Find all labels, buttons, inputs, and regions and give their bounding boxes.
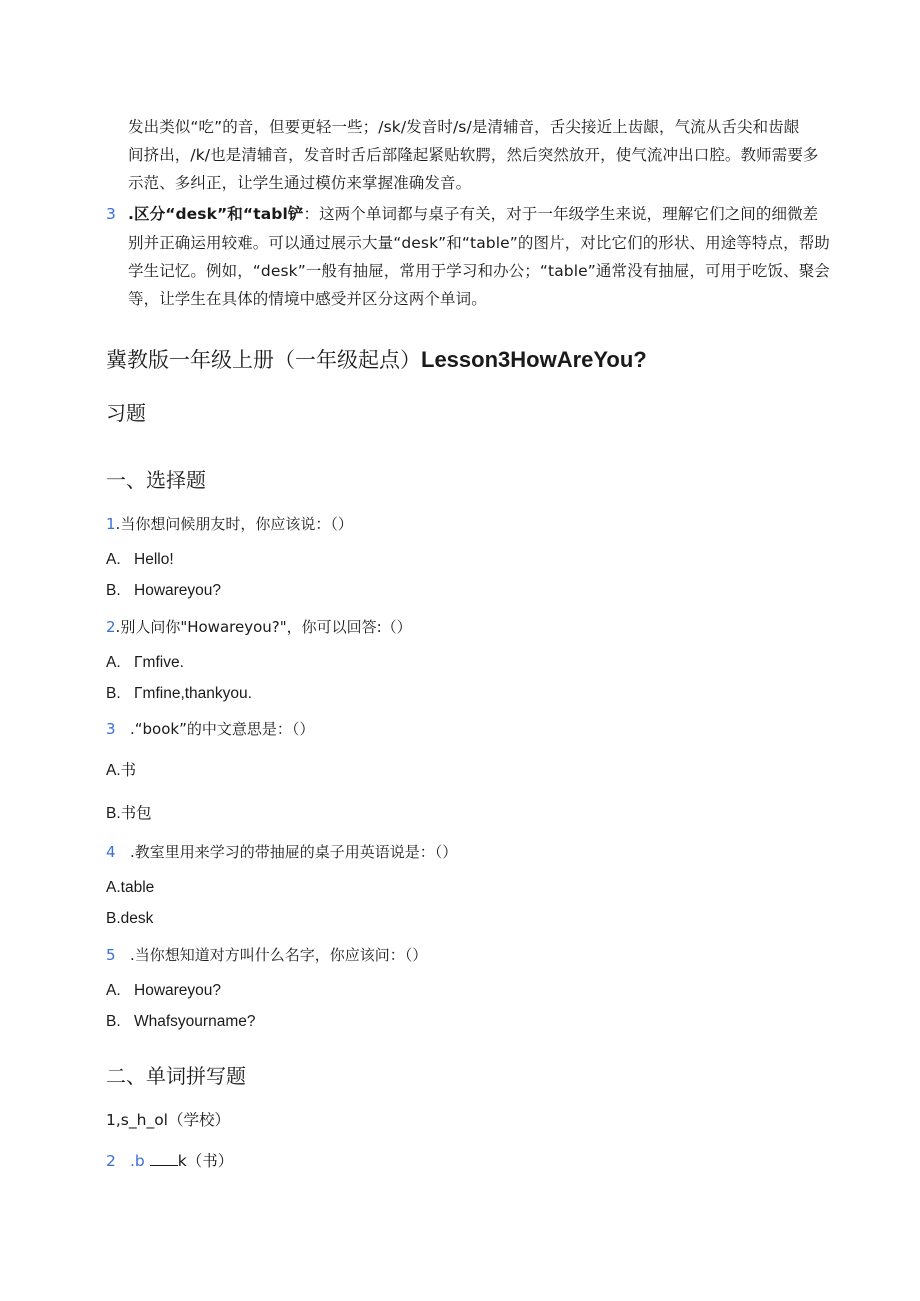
question-4-option-a: A.table (106, 879, 155, 896)
page-title (106, 345, 647, 375)
intro-line-3: 示范、多纠正，让学生通过模仿来掌握准确发音。 (128, 174, 472, 192)
section1-heading: 一、选择题 (106, 468, 206, 492)
intro-line-2: 间挤出，/k/也是清辅音，发音时舌后部隆起紧贴软腭，然后突然放开，使气流冲出口腔。教师需要多 (128, 146, 819, 164)
question-1 (106, 514, 353, 534)
question-1-option-b: B. Howareyou? (106, 582, 222, 599)
question-4-text: .教室里用来学习的带抽屉的桌子用英语说是：（） (130, 843, 458, 861)
question-4-option-b: B.desk (106, 910, 154, 927)
page-title-en: Lesson3HowAreYou? (421, 347, 647, 372)
point3-line1-rest: ：这两个单词都与桌子有关，对于一年级学生来说，理解它们之间的细微差 (303, 205, 819, 223)
question-1-option-a: A. Hello! (106, 551, 174, 568)
question-2-text: .别人问你"Howareyou?"，你可以回答:（） (115, 618, 412, 636)
spelling-item-1: 1,s_h_ol（学校） (106, 1111, 230, 1129)
question-4 (106, 842, 457, 862)
point3-heading: .区分“desk”和“tabl铲 (128, 205, 304, 223)
point3-line-1 (128, 204, 818, 224)
question-2-option-b: B. Γmfine,thankyou. (106, 685, 252, 702)
question-5 (106, 945, 427, 965)
page-title-cn: 冀教版一年级上册（一年级起点） (106, 348, 421, 372)
spelling-item-2-prefix: .b (130, 1152, 145, 1170)
page-subtitle: 习题 (106, 401, 146, 425)
question-5-option-a: A. Howareyou? (106, 982, 222, 999)
point3-line-3: 学生记忆。例如，“desk”一般有抽屉，常用于学习和办公；“table”通常没有抽屉，可用于吃饭、聚会 (128, 262, 830, 280)
question-5-option-b: B. Whafsyourname? (106, 1013, 256, 1030)
question-2-number: 2 (106, 618, 116, 636)
question-3-option-b: B.书包 (106, 805, 152, 822)
question-2 (106, 617, 412, 637)
spelling-item-2-suffix: k（书） (177, 1152, 234, 1170)
question-1-number: 1 (106, 515, 116, 533)
point3-line-2: 别并正确运用较难。可以通过展示大量“desk”和“table”的图片，对比它们的形状、用途等特点，帮助 (128, 234, 830, 252)
point3-line-4: 等，让学生在具体的情境中感受并区分这两个单词。 (128, 290, 487, 308)
question-4-number: 4 (106, 843, 116, 861)
spelling-item-2-number: 2 (106, 1152, 116, 1170)
question-3-number: 3 (106, 720, 116, 738)
point3-number: 3 (106, 205, 116, 223)
question-2-option-a: A. Γmfive. (106, 654, 184, 671)
question-3-text: .“book”的中文意思是：（） (130, 720, 315, 738)
section2-heading: 二、单词拼写题 (106, 1064, 246, 1088)
question-1-text: .当你想问候朋友时，你应该说：（） (115, 515, 353, 533)
question-3-option-a: A.书 (106, 762, 137, 779)
question-5-text: .当你想知道对方叫什么名字，你应该问：（） (130, 946, 428, 964)
spelling-item-2 (106, 1151, 233, 1171)
question-5-number: 5 (106, 946, 116, 964)
spelling-blank[interactable] (150, 1151, 178, 1166)
question-3 (106, 719, 314, 739)
intro-line-1: 发出类似“吃”的音，但要更轻一些；/sk/发音时/s/是清辅音，舌尖接近上齿龈，气流从舌尖和齿龈 (128, 118, 800, 136)
